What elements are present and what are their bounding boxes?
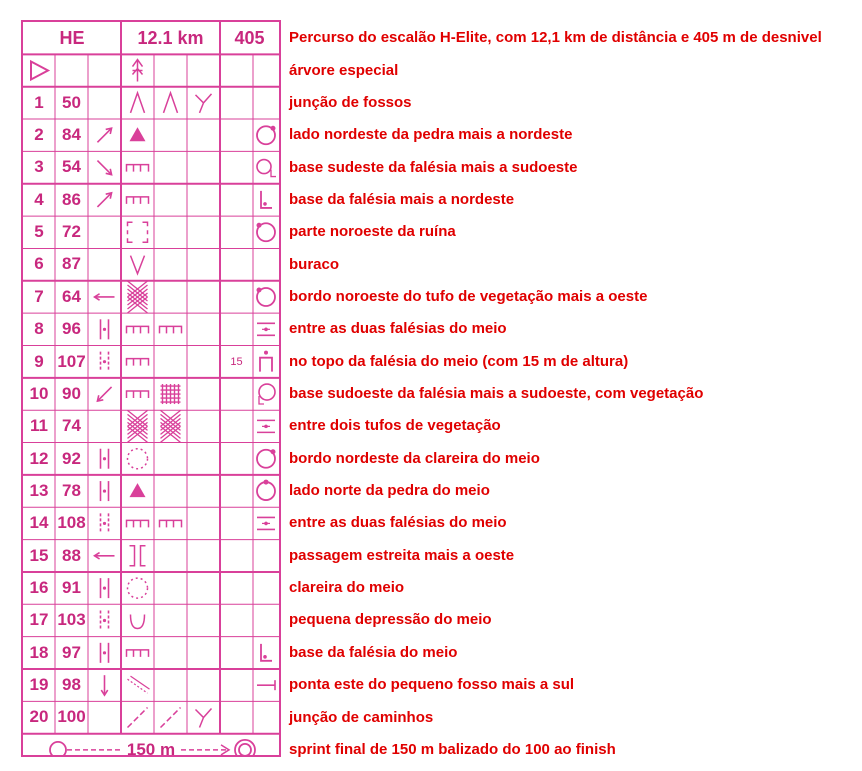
control-code: 90: [62, 383, 81, 403]
control-code: 54: [62, 157, 81, 177]
control-description: base sudoeste da falésia mais a sudoeste, com vegetação: [289, 385, 704, 403]
control-number: 14: [29, 513, 49, 533]
control-code: 86: [62, 189, 81, 209]
control-code: 97: [62, 642, 81, 662]
foot-icon: [261, 644, 272, 661]
control-number: 19: [29, 675, 49, 694]
control-code: 88: [62, 545, 81, 565]
crossing-icon: [101, 643, 109, 663]
direction-arrow-icon: [97, 161, 111, 175]
control-number: 12: [29, 448, 49, 468]
control-code: 98: [62, 675, 81, 694]
control-description: junção de caminhos: [289, 708, 434, 726]
control-code: 91: [62, 577, 81, 597]
path-icon: [161, 708, 181, 728]
thicket-icon: [161, 410, 181, 442]
control-number: 1: [34, 92, 44, 112]
clearing-icon: [128, 578, 148, 598]
finish-distance: 150 m: [126, 739, 176, 759]
control-description: lado norte da pedra do meio: [289, 482, 490, 500]
direction-arrow-icon: [95, 553, 115, 559]
control-description: lado nordeste da pedra mais a nordeste: [289, 126, 573, 144]
control-code: 96: [62, 319, 81, 339]
control-number: 20: [29, 707, 49, 727]
control-description: junção de fossos: [289, 93, 412, 111]
control-code: 72: [62, 222, 81, 242]
hole-icon: [131, 256, 145, 274]
vegetation-icon: [161, 384, 181, 404]
crossing-icon: [101, 319, 109, 339]
small-ditch-icon: [128, 676, 150, 693]
control-description: base da falésia do meio: [289, 643, 458, 661]
control-description: bordo nordeste da clareira do meio: [289, 449, 540, 467]
control-description-sheet: [21, 20, 281, 757]
southwest-location-icon: [259, 384, 275, 404]
control-description: passagem estreita mais a oeste: [289, 546, 515, 564]
control-number: 6: [34, 254, 44, 274]
special-tree-icon: [133, 60, 143, 82]
control-number: 9: [34, 351, 44, 371]
control-code: 108: [57, 513, 86, 533]
control-code: 103: [57, 610, 86, 630]
foot-icon: [261, 191, 272, 208]
clearing-icon: [128, 449, 148, 469]
cliff-icon: [127, 197, 149, 204]
top-icon: [260, 351, 272, 372]
control-number: 10: [29, 383, 49, 403]
direction-arrow-icon: [97, 193, 111, 207]
control-code: 107: [57, 351, 86, 371]
direction-arrow-icon: [97, 128, 111, 142]
control-number: 11: [30, 416, 48, 436]
control-code: 74: [62, 416, 81, 436]
control-description: entre as duas falésias do meio: [289, 320, 507, 338]
cliff-icon: [127, 650, 149, 657]
header-distance: 12.1 km: [137, 28, 204, 48]
crossing-icon: [101, 481, 109, 501]
control-number: 2: [34, 125, 44, 145]
control-description: base sudeste da falésia mais a sudoeste: [289, 158, 578, 176]
control-description: buraco: [289, 255, 340, 273]
header-climb: 405: [234, 28, 265, 48]
end-point-icon: [257, 680, 275, 690]
control-description: entre as duas falésias do meio: [289, 514, 507, 532]
control-number: 4: [34, 189, 44, 209]
control-number: 3: [34, 157, 44, 177]
feature-dimension: 15: [230, 355, 243, 368]
finish-description: sprint final de 150 m balizado do 100 ao finish: [289, 740, 616, 758]
ditch-end-icon: [196, 94, 212, 113]
crossing-icon: [101, 449, 109, 469]
location-icon: [257, 223, 276, 242]
cliff-icon: [127, 520, 149, 527]
control-code: 64: [62, 286, 81, 306]
control-number: 17: [29, 610, 49, 630]
triangle-start-icon: [31, 62, 48, 80]
control-description: no topo da falésia do meio (com 15 m de altura): [289, 352, 629, 370]
ditch-junction-icon: [164, 93, 178, 113]
thicket-icon: [128, 410, 148, 442]
control-description: pequena depressão do meio: [289, 611, 492, 629]
header-class: HE: [59, 28, 85, 48]
control-code: 87: [62, 254, 81, 274]
direction-arrow-icon: [95, 294, 115, 300]
control-code: 50: [62, 92, 81, 112]
control-code: 78: [62, 480, 81, 500]
location-icon: [257, 449, 276, 468]
control-code: 92: [62, 448, 81, 468]
boulder-icon: [130, 483, 146, 497]
control-number: 15: [29, 545, 49, 565]
control-number: 8: [34, 319, 44, 339]
thicket-icon: [128, 281, 148, 313]
path-icon: [128, 708, 148, 728]
crossing-icon: [101, 610, 109, 630]
location-icon: [257, 480, 275, 501]
control-number: 13: [29, 480, 49, 500]
control-number: 5: [34, 222, 44, 242]
direction-arrow-icon: [101, 675, 107, 695]
control-number: 18: [29, 642, 49, 662]
cliff-icon: [160, 326, 182, 333]
control-description: parte noroeste da ruína: [289, 223, 456, 241]
control-description: clareira do meio: [289, 579, 405, 597]
control-code: 84: [62, 125, 81, 145]
cliff-icon: [127, 165, 149, 172]
direction-arrow-icon: [97, 387, 111, 401]
control-description: base da falésia mais a nordeste: [289, 190, 515, 208]
crossing-icon: [101, 513, 109, 533]
ruin-icon: [128, 222, 148, 242]
location-icon: [257, 126, 276, 145]
control-number: 7: [34, 286, 44, 306]
between-location-icon: [257, 323, 275, 335]
corner-location-icon: [257, 160, 276, 177]
control-description: ponta este do pequeno fosso mais a sul: [289, 676, 575, 694]
course-description: Percurso do escalão H-Elite, com 12,1 km de distância e 405 m de desnivel: [289, 29, 822, 47]
cliff-icon: [127, 326, 149, 333]
crossing-icon: [101, 578, 109, 598]
boulder-icon: [130, 127, 146, 141]
location-icon: [257, 287, 276, 306]
control-description: entre dois tufos de vegetação: [289, 417, 501, 435]
narrow-passage-icon: [130, 546, 146, 566]
control-number: 16: [29, 577, 49, 597]
between-location-icon: [257, 420, 275, 432]
cliff-icon: [127, 391, 149, 398]
cliff-icon: [127, 359, 149, 366]
control-description: bordo noroeste do tufo de vegetação mais a oeste: [289, 287, 648, 305]
between-location-icon: [257, 517, 275, 529]
ditch-junction-icon: [131, 93, 145, 113]
control-code: 100: [57, 707, 86, 727]
start-description: árvore especial: [289, 61, 399, 79]
crossing-icon: [101, 352, 109, 372]
cliff-icon: [160, 520, 182, 527]
ditch-end-icon: [196, 709, 212, 728]
depression-icon: [131, 614, 145, 628]
